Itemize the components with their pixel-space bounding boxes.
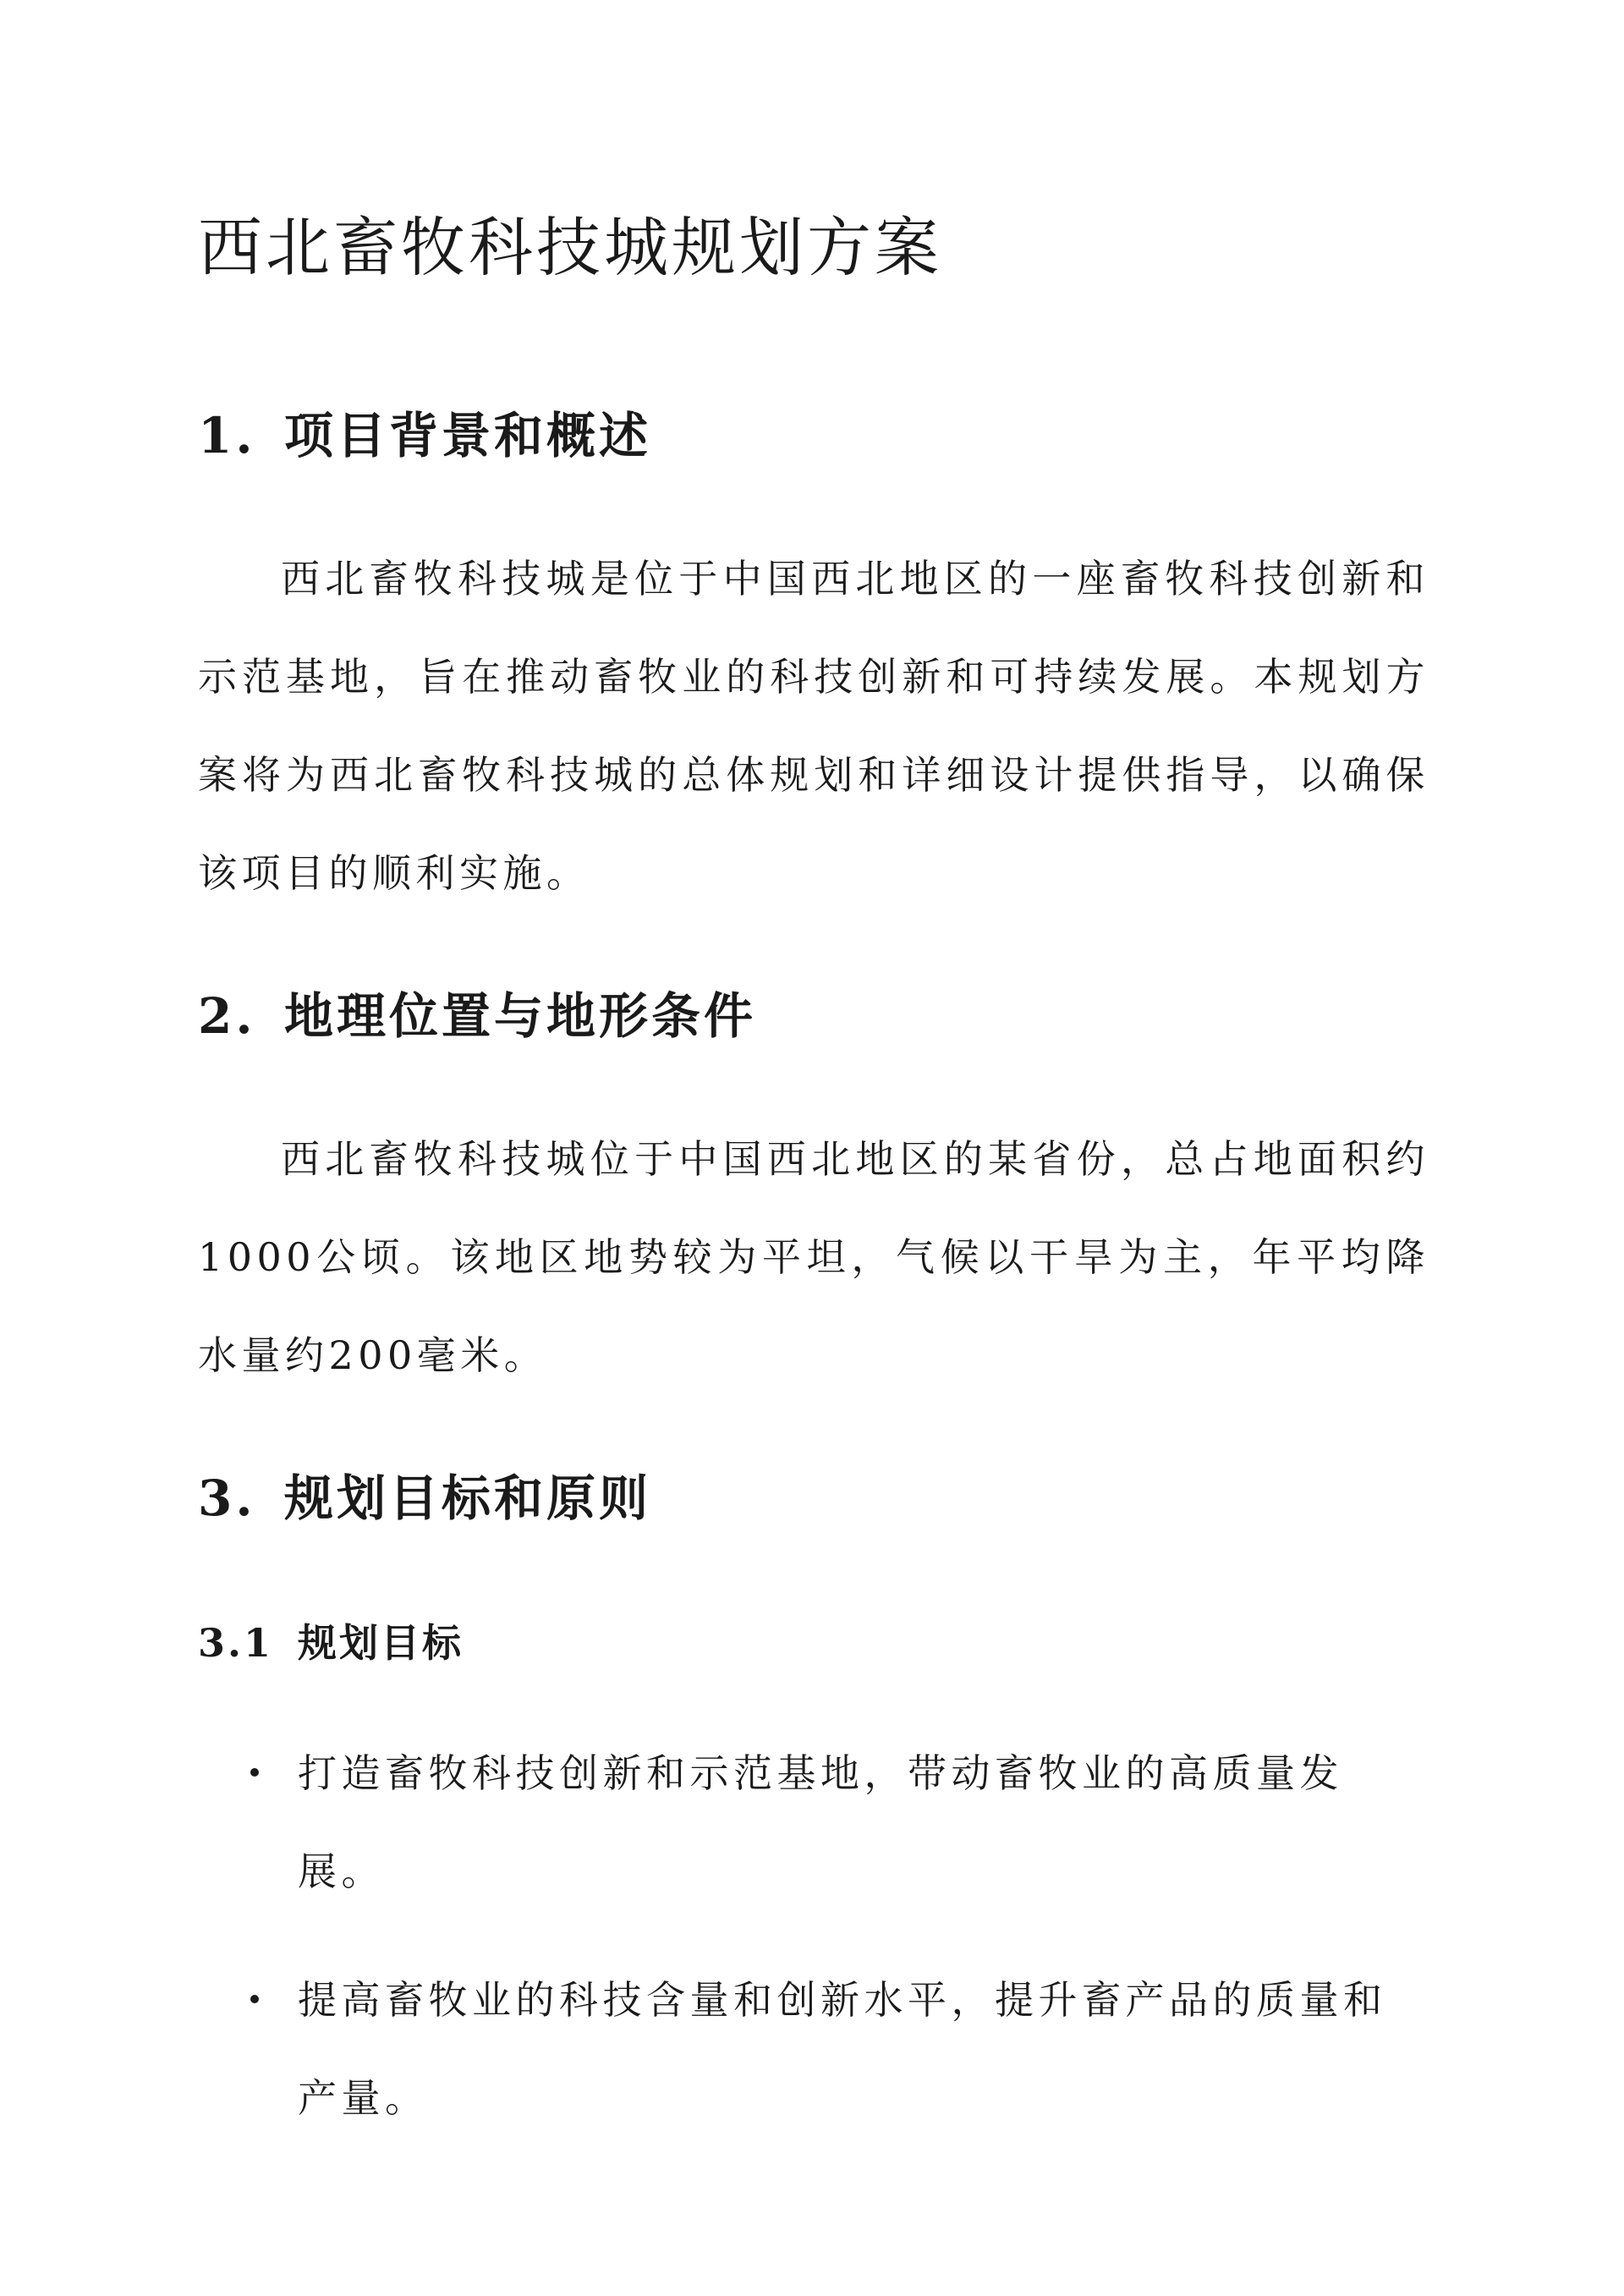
list-item xyxy=(198,1951,1429,2147)
list-item-text: 提高畜牧业的科技含量和创新水平，提升畜产品的质量和产量。 xyxy=(298,1977,1387,2121)
bullet-dot-icon xyxy=(250,1768,259,1777)
section-2-number: 2. xyxy=(198,987,256,1045)
list-item xyxy=(198,1724,1429,1920)
section-3-heading xyxy=(198,1458,651,1530)
section-3-number: 3. xyxy=(198,1469,256,1527)
bullet-dot-icon xyxy=(250,1995,259,2003)
section-2-heading xyxy=(198,976,756,1047)
section-1-heading xyxy=(198,396,651,467)
section-2-paragraph: 西北畜牧科技城位于中国西北地区的某省份，总占地面积约1000公顷。该地区地势较为平坦，气候以干旱为主，年平均降水量约200毫米。 xyxy=(198,1136,1429,1378)
subsection-3-1-title: 规划目标 xyxy=(298,1620,464,1666)
subsection-3-1-heading xyxy=(198,1612,464,1668)
subsection-3-1-number: 3.1 xyxy=(198,1620,274,1666)
goal-bullet-list xyxy=(198,1724,1429,2178)
section-1-title: 项目背景和概述 xyxy=(284,407,652,464)
section-2-title: 地理位置与地形条件 xyxy=(284,987,757,1045)
section-1-paragraph: 西北畜牧科技城是位于中国西北地区的一座畜牧科技创新和示范基地，旨在推动畜牧业的科技创新和可持续发展。本规划方案将为西北畜牧科技城的总体规划和详细设计提供指导，以确保该项目的顺利实施。 xyxy=(198,556,1429,896)
document-title: 西北畜牧科技城规划方案 xyxy=(198,210,942,285)
section-1-number: 1. xyxy=(198,407,256,464)
section-3-title: 规划目标和原则 xyxy=(284,1469,652,1527)
list-item-text: 打造畜牧科技创新和示范基地，带动畜牧业的高质量发展。 xyxy=(298,1750,1343,1894)
